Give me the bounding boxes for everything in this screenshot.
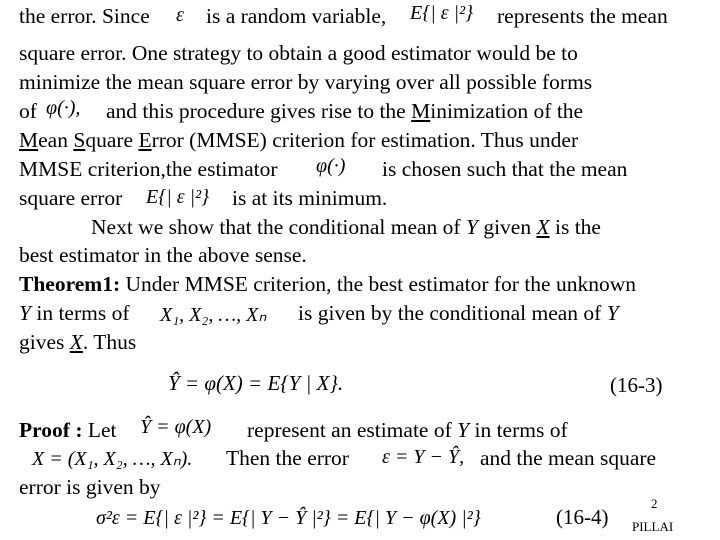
variable: Y <box>19 301 31 325</box>
text-line-10 <box>19 270 636 298</box>
text-line-1c <box>497 2 668 30</box>
text-line-6b: is chosen such that the mean <box>382 157 628 181</box>
text: is the <box>554 215 601 239</box>
error-expression: ε = Y − Ŷ, <box>382 446 465 468</box>
proof-line-1b <box>247 416 568 444</box>
text-line-4 <box>106 97 583 125</box>
text: quare <box>85 128 134 152</box>
text-line-12 <box>19 328 136 356</box>
text: given <box>483 215 532 239</box>
underlined-letter: E <box>138 128 152 152</box>
proof-line-2b: and the mean square <box>480 446 657 470</box>
underlined-letter: M <box>19 128 39 152</box>
vector-expression: X = (X₁, X₂, …, Xₙ). <box>32 448 193 470</box>
page-number: 2 <box>651 496 658 511</box>
text-line-11b <box>298 299 619 327</box>
text-line-4a: of <box>19 99 37 123</box>
author-name: PILLAI <box>632 519 674 534</box>
text: in terms of <box>474 418 568 442</box>
equation-16-3: Ŷ = φ(X) = E{Y | X}. <box>168 371 344 395</box>
estimator-expression: Ŷ = φ(X) <box>140 416 212 438</box>
text-line-1 <box>19 2 150 30</box>
text: inimization of the <box>430 99 584 123</box>
text: Let <box>87 418 117 442</box>
underlined-letter: M <box>411 99 431 123</box>
text-line-9: best estimator in the above sense. <box>19 243 307 267</box>
variable: Y <box>465 215 478 239</box>
proof-label: Proof : <box>19 418 83 442</box>
text-line-6a: MMSE criterion,the estimator <box>19 157 278 181</box>
text-line-8 <box>91 213 601 241</box>
text: in terms of <box>36 301 130 325</box>
equation-number: (16-3) <box>610 373 663 397</box>
text-line-7b: is at its minimum. <box>232 186 388 210</box>
phi-function: φ(·) <box>316 155 346 177</box>
mse-expression: E{| ε |²} <box>146 186 210 208</box>
text: Under MMSE criterion, the best estimator for the unknown <box>125 272 637 296</box>
variable: Y <box>606 301 619 325</box>
equation-number: (16-4) <box>556 505 609 529</box>
text: is given by the conditional mean of <box>298 301 602 325</box>
proof-line-2a: Then the error <box>226 446 349 470</box>
text-line-5 <box>19 126 578 154</box>
equation-16-4: σ²ε = E{| ε |²} = E{| Y − Ŷ |²} = E{| Y − φ(X) |²} <box>96 507 481 529</box>
text-line-7a: square error <box>19 186 123 210</box>
text: Next we show that the conditional mean of <box>91 215 461 239</box>
text: ean <box>38 128 68 152</box>
underlined-letter: S <box>73 128 86 152</box>
text: and this procedure gives rise to the <box>106 99 406 123</box>
variable-list: X₁, X₂, …, Xₙ <box>160 304 267 326</box>
proof-line-1a <box>19 416 117 444</box>
variable: X <box>536 215 550 239</box>
text-line-2: square error. One strategy to obtain a good estimator would be to <box>19 41 578 65</box>
text: represents the mean <box>497 4 668 28</box>
variable: Y <box>457 418 470 442</box>
text-line-1b <box>206 2 386 30</box>
theorem-label: Theorem1: <box>19 272 121 296</box>
text: represent an estimate of <box>247 418 452 442</box>
text-line-3: minimize the mean square error by varying over all possible forms <box>19 70 593 94</box>
text: . Thus <box>82 330 137 354</box>
epsilon-symbol: ε <box>176 4 184 26</box>
text-line-11a <box>19 299 130 327</box>
mse-expression: E{| ε |²} <box>410 2 474 24</box>
text: the error. Since <box>19 4 150 28</box>
text: rror (MMSE) criterion for estimation. Thus under <box>151 128 579 152</box>
text: is a random variable, <box>206 4 387 28</box>
proof-line-3: error is given by <box>19 475 161 499</box>
text: gives <box>19 330 65 354</box>
phi-function: φ(·), <box>46 97 81 119</box>
variable: X <box>69 330 83 354</box>
